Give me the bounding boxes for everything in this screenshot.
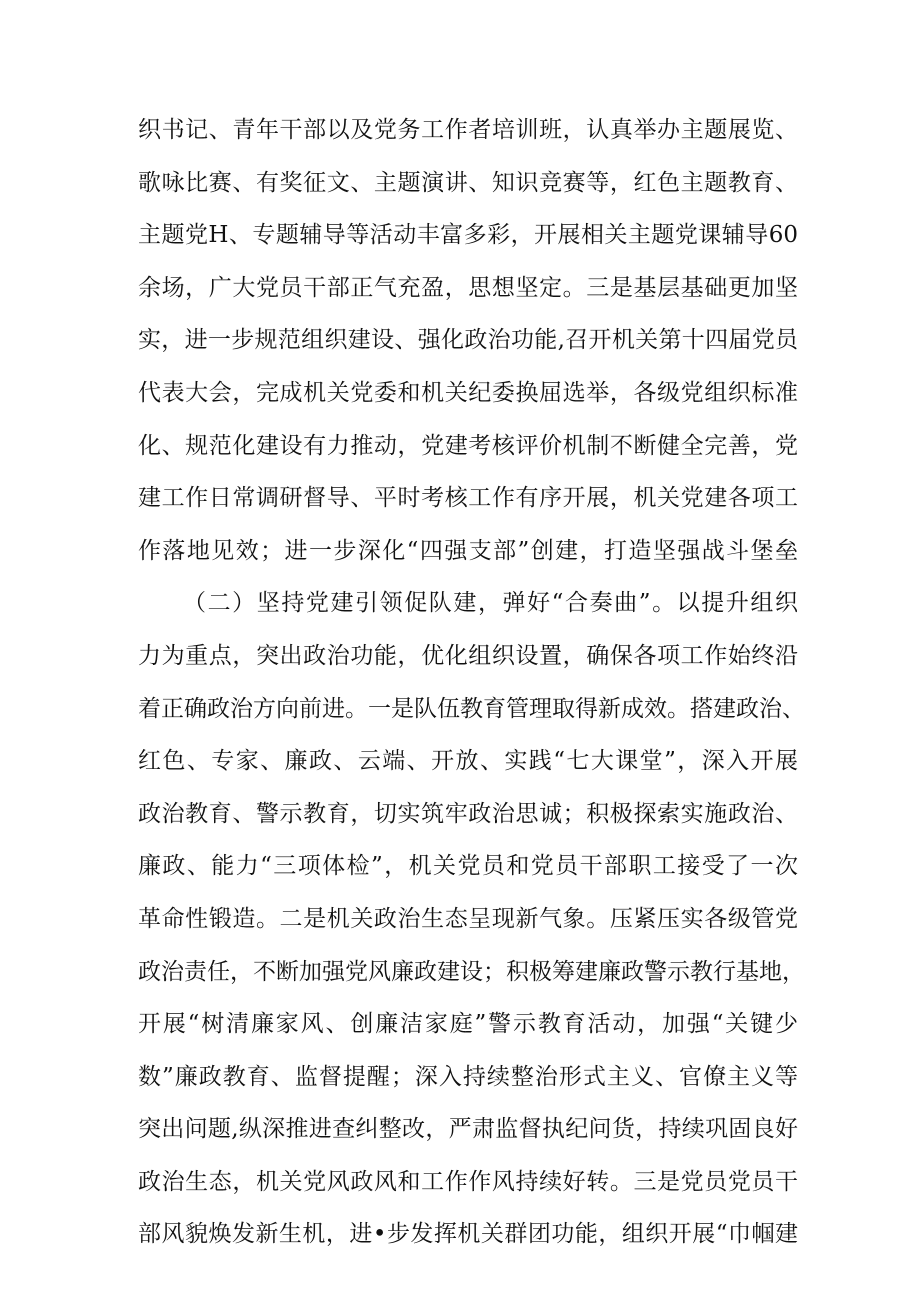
text-line-9: 作落地见效；进一步深化“四强支部”创建，打造坚强战斗堡垒 bbox=[138, 537, 798, 564]
text-line-15: 廉政、能力“三项体检”，机关党员和党员干部职工接受了一次 bbox=[138, 853, 798, 880]
text-line-11: 力为重点，突出政治功能，优化组织设置，确保各项工作始终沿 bbox=[138, 642, 798, 669]
text-line-18: 开展“树清廉家风、创廉洁家庭”警示教育活动，加强“关键少 bbox=[138, 1011, 798, 1038]
text-line-6: 代表大会，完成机关党委和机关纪委换屈选举，各级党组织标准 bbox=[138, 379, 798, 406]
section-heading-line: （二）坚持党建引领促队建，弹好“合奏曲”。以提升组织 bbox=[183, 590, 798, 617]
text-line-19: 数”廉政教育、监督提醒；深入持续整治形式主义、官僚主义等 bbox=[138, 1063, 798, 1090]
text-line-14: 政治教育、警示教育，切实筑牢政治思诚；积极探索实施政治、 bbox=[138, 800, 798, 827]
text-line-13: 红色、专家、廉政、云端、开放、实践“七大课堂”，深入开展 bbox=[138, 748, 798, 775]
text-line-17: 政治责任，不断加强党风廉政建设；积极筹建廉政警示教行基地， bbox=[138, 958, 805, 985]
text-line-16: 革命性锻造。二是机关政治生态呈现新气象。压紧压实各级管党 bbox=[138, 905, 798, 932]
text-line-2: 歌咏比赛、有奖征文、主题演讲、知识竞赛等，红色主题教育、 bbox=[138, 169, 798, 196]
text-line-5: 实，进一步规范组织建设、强化政治功能,召开机关第十四届党员 bbox=[138, 327, 798, 354]
text-line-1: 织书记、青年干部以及党务工作者培训班，认真举办主题展览、 bbox=[138, 117, 798, 143]
text-line-7: 化、规范化建设有力推动，党建考核评价机制不断健全完善，党 bbox=[138, 432, 798, 459]
text-line-22: 部风貌焕发新生机，进•步发挥机关群团功能，组织开展“巾帼建 bbox=[138, 1221, 798, 1248]
text-line-3: 主题党H、专题辅导等活动丰富多彩，开展相关主题党课辅导60 bbox=[138, 222, 798, 249]
text-line-8: 建工作日常调研督导、平时考核工作有序开展，机关党建各项工 bbox=[138, 485, 798, 512]
text-line-21: 政治生态，机关党风政风和工作作风持续好转。三是党员党员干 bbox=[138, 1168, 798, 1195]
text-line-12: 着正确政治方向前进。一是队伍教育管理取得新成效。搭建政治、 bbox=[138, 695, 805, 722]
body-text bbox=[138, 104, 805, 1261]
text-line-20: 突出问题,纵深推进查纠整改，严肃监督执纪问货，持续巩固良好 bbox=[138, 1116, 798, 1143]
text-line-4: 余场，广大党员干部正气充盈，思想坚定。三是基层基础更加坚 bbox=[138, 274, 798, 301]
